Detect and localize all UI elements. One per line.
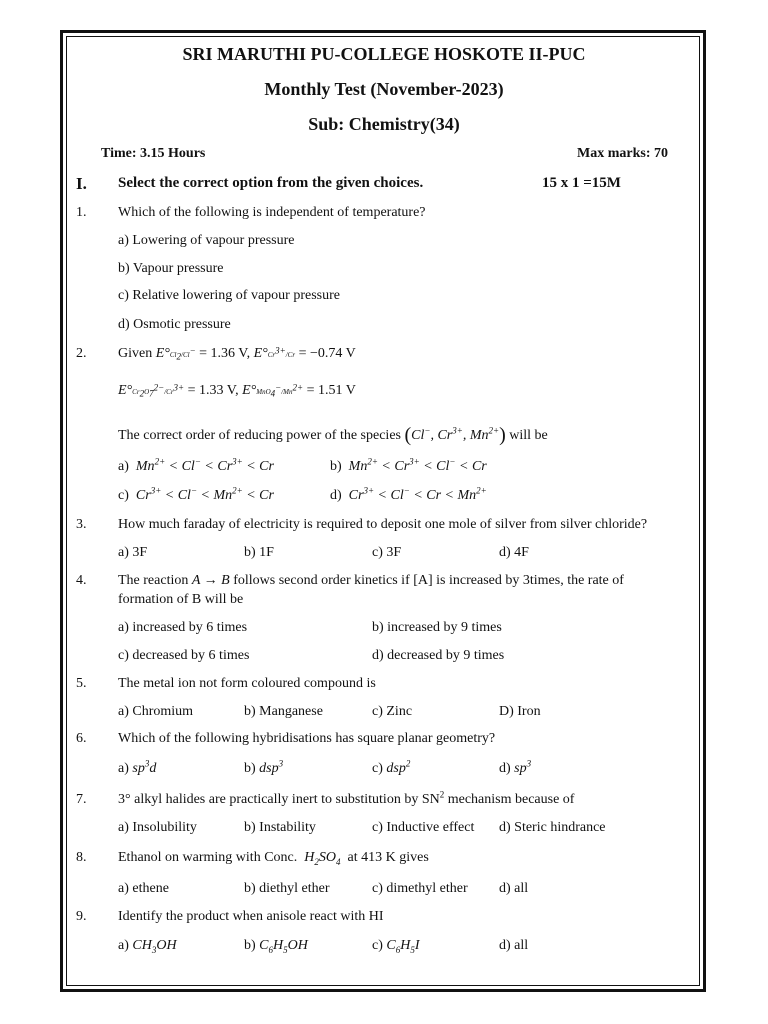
- q5-number: 5.: [76, 676, 87, 691]
- q5-option-a: a) Chromium: [118, 704, 194, 719]
- q4-text-line2: formation of B will be: [118, 592, 244, 607]
- q7-text: 3° alkyl halides are practically inert to substitution by $SN^2$ mechanism because of: [118, 789, 575, 807]
- q1-option-a: a) Lowering of vapour pressure: [118, 233, 295, 248]
- q6-option-b: b) dsp$^3$: [244, 758, 284, 776]
- q2-option-c: c) $Cr^{3+} < Cl^- < Mn^{2+} < Cr$: [118, 485, 274, 503]
- q4-option-b: b) increased by 9 times: [372, 620, 502, 635]
- q4-option-c: c) decreased by 6 times: [118, 648, 250, 663]
- q4-text-line1: The reaction A → B follows second order kinetics if [A] is increased by 3times, the rate of: [118, 573, 624, 588]
- q2-text: The correct order of reducing power of the species (Cl−, $Cr^{3+}$, $Mn^{2+}$) will be: [118, 424, 548, 446]
- q2-e4-value: = 1.51 V: [306, 383, 356, 398]
- q1-option-b: b) Vapour pressure: [118, 261, 224, 276]
- q9-option-b: b) $C_6H_5OH$: [244, 938, 308, 955]
- q6-option-c: c) dsp$^2$: [372, 758, 411, 776]
- q5-option-c: c) Zinc: [372, 704, 413, 719]
- q9-option-a: a) $CH_3OH$: [118, 938, 177, 955]
- q3-number: 3.: [76, 517, 87, 532]
- q6-option-a: a) $sp^3d$: [118, 758, 157, 776]
- q7-option-c: c) Inductive effect: [372, 820, 475, 835]
- q1-text: Which of the following is independent of temperature?: [118, 205, 426, 220]
- section-instruction: Select the correct option from the given choices.: [118, 175, 424, 191]
- college-name: SRI MARUTHI PU-COLLEGE HOSKOTE II-PUC: [182, 44, 586, 64]
- test-title: Monthly Test (November-2023): [264, 79, 504, 99]
- q6-number: 6.: [76, 731, 87, 746]
- q3-option-c: c) 3F: [372, 545, 402, 560]
- q2-formula-line2: $E^\circ Cr_2O_7^{2-}/Cr^{3+} = 1.33$ V, $E^\circ MnO_4^-/Mn^{2+} = 1.51$ V: [118, 382, 356, 399]
- q7-option-d: d) Steric hindrance: [499, 820, 606, 835]
- q3-option-a: a) 3F: [118, 545, 148, 560]
- q8-option-a: a) ethene: [118, 881, 169, 896]
- q2-number: 2.: [76, 346, 87, 361]
- q9-option-c: c) $C_6H_5I$: [372, 938, 420, 955]
- q5-option-d: D) Iron: [499, 704, 541, 719]
- q2-e1-value: = 1.36 V,: [199, 346, 251, 361]
- q2-given: Given: [118, 346, 153, 361]
- section-number: I.: [76, 174, 87, 193]
- max-marks-label: Max marks: 70: [577, 146, 668, 161]
- q8-text: Ethanol on warming with Conc. $H_2SO_4$ at 413 K gives: [118, 850, 429, 867]
- section-marks: 15 x 1 =15M: [542, 175, 621, 191]
- q2-formula-line1: Given $E^\circ Cl_2/Cl^- = 1.36$ V, $E^\circ Cr^{3+}/Cr = -0.74$ V: [118, 345, 356, 362]
- q2-e2-value: = −0.74 V: [298, 346, 356, 361]
- q8-number: 8.: [76, 850, 87, 865]
- q7-option-a: a) Insolubility: [118, 820, 197, 835]
- q8-option-d: d) all: [499, 881, 529, 896]
- q1-option-d: d) Osmotic pressure: [118, 317, 231, 332]
- q8-option-c: c) dimethyl ether: [372, 881, 468, 896]
- q8-option-b: b) diethyl ether: [244, 881, 330, 896]
- q3-text: How much faraday of electricity is required to deposit one mole of silver from silver chloride?: [118, 517, 648, 532]
- q9-option-d: d) all: [499, 938, 529, 953]
- q4-option-d: d) decreased by 9 times: [372, 648, 505, 663]
- q3-option-d: d) 4F: [499, 545, 529, 560]
- q5-text: The metal ion not form coloured compound is: [118, 676, 376, 691]
- q1-number: 1.: [76, 205, 87, 220]
- q7-number: 7.: [76, 792, 87, 807]
- q2-option-d: d) $Cr^{3+} < Cl^- < Cr < Mn^{2+}$: [330, 485, 487, 503]
- q4-number: 4.: [76, 573, 87, 588]
- q9-text: Identify the product when anisole react with HI: [118, 909, 384, 924]
- q6-text: Which of the following hybridisations has square planar geometry?: [118, 731, 496, 746]
- q6-option-d: d) $sp^3$: [499, 758, 532, 776]
- q7-option-b: b) Instability: [244, 820, 316, 835]
- q2-option-a: a) $Mn^{2+} < Cl^- < Cr^{3+} < Cr$: [118, 456, 274, 474]
- time-label: Time: 3.15 Hours: [101, 146, 206, 161]
- q5-option-b: b) Manganese: [244, 704, 323, 719]
- q3-option-b: b) 1F: [244, 545, 274, 560]
- q1-option-c: c) Relative lowering of vapour pressure: [118, 288, 340, 303]
- q2-option-b: b) $Mn^{2+} < Cr^{3+} < Cl^- < Cr$: [330, 456, 487, 474]
- subject-title: Sub: Chemistry(34): [308, 114, 460, 134]
- q4-option-a: a) increased by 6 times: [118, 620, 248, 635]
- q2-e3-value: = 1.33 V,: [187, 383, 239, 398]
- q9-number: 9.: [76, 909, 87, 924]
